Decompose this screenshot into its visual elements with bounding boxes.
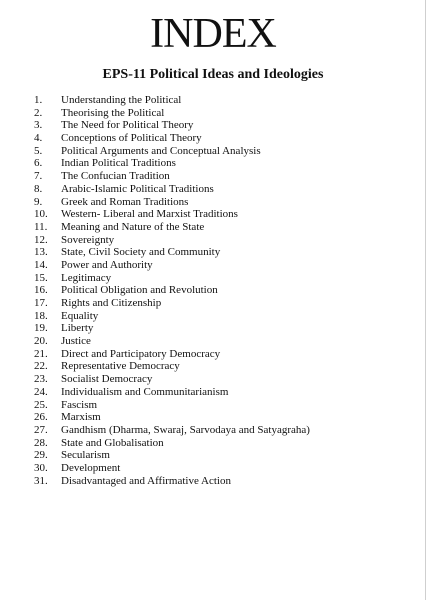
- index-entry: [34, 272, 310, 285]
- index-entry: [34, 183, 310, 196]
- index-list: [34, 94, 310, 487]
- entry-number: 5.: [34, 144, 43, 157]
- entry-number: 11.: [34, 220, 48, 233]
- entry-title: Power and Authority: [61, 258, 153, 271]
- entry-number: 24.: [34, 385, 48, 398]
- entry-title: State and Globalisation: [61, 436, 164, 449]
- entry-title: Meaning and Nature of the State: [61, 220, 205, 233]
- entry-number: 31.: [34, 474, 48, 487]
- index-entry: [34, 94, 310, 107]
- entry-title: Indian Political Traditions: [61, 157, 176, 170]
- index-entry: [34, 348, 310, 361]
- index-entry: [34, 373, 310, 386]
- entry-number: 20.: [34, 335, 48, 348]
- entry-title: Representative Democracy: [61, 360, 180, 373]
- index-entry: [34, 335, 310, 348]
- entry-title: Western- Liberal and Marxist Traditions: [61, 208, 238, 221]
- index-entry: [34, 424, 310, 437]
- index-entry: [34, 132, 310, 145]
- index-entry: [34, 475, 310, 488]
- index-entry: [34, 297, 310, 310]
- index-entry: [34, 411, 310, 424]
- page-title: INDEX: [150, 11, 276, 57]
- entry-number: 28.: [34, 436, 48, 449]
- entry-title: Socialist Democracy: [61, 373, 153, 386]
- entry-number: 16.: [34, 284, 48, 297]
- index-entry: [34, 310, 310, 323]
- entry-number: 3.: [34, 119, 43, 132]
- entry-title: The Need for Political Theory: [61, 119, 194, 132]
- entry-number: 17.: [34, 297, 48, 309]
- entry-number: 15.: [34, 271, 48, 284]
- entry-number: 1.: [34, 94, 43, 106]
- entry-title: State, Civil Society and Community: [61, 246, 221, 259]
- entry-title: Rights and Citizenship: [61, 297, 162, 309]
- index-entry: [34, 246, 310, 259]
- entry-number: 19.: [34, 322, 48, 335]
- index-entry: [34, 157, 310, 170]
- index-entry: [34, 196, 310, 209]
- entry-title: Theorising the Political: [61, 106, 165, 119]
- index-entry: [34, 449, 310, 462]
- entry-title: Equality: [61, 309, 99, 322]
- entry-number: 9.: [34, 195, 43, 208]
- index-entry: [34, 221, 310, 234]
- index-entry: [34, 284, 310, 297]
- entry-number: 21.: [34, 347, 48, 360]
- entry-number: 13.: [34, 246, 48, 259]
- entry-title: Individualism and Communitarianism: [61, 385, 229, 398]
- entry-title: Fascism: [61, 398, 98, 411]
- index-entry: [34, 234, 310, 247]
- entry-number: 22.: [34, 360, 48, 373]
- entry-number: 8.: [34, 182, 43, 195]
- index-entry: [34, 462, 310, 475]
- entry-title: Development: [61, 461, 121, 474]
- entry-number: 23.: [34, 373, 48, 386]
- entry-title: Gandhism (Dharma, Swaraj, Sarvodaya and Satyagraha): [61, 423, 310, 436]
- entry-number: 7.: [34, 170, 43, 183]
- entry-title: Disadvantaged and Affirmative Action: [61, 474, 231, 487]
- entry-number: 29.: [34, 449, 48, 462]
- entry-number: 26.: [34, 411, 48, 424]
- entry-title: Liberty: [61, 322, 94, 335]
- index-entry: [34, 259, 310, 272]
- index-entry: [34, 119, 310, 132]
- entry-title: Legitimacy: [61, 271, 112, 284]
- entry-title: Greek and Roman Traditions: [61, 195, 189, 208]
- entry-title: The Confucian Tradition: [61, 170, 170, 183]
- entry-number: 4.: [34, 132, 43, 145]
- entry-number: 2.: [34, 106, 43, 119]
- index-entry: [34, 107, 310, 120]
- index-entry: [34, 360, 310, 373]
- course-subtitle: EPS-11 Political Ideas and Ideologies: [102, 67, 324, 82]
- entry-number: 6.: [34, 157, 43, 170]
- index-entry: [34, 208, 310, 221]
- index-entry: [34, 145, 310, 158]
- entry-title: Secularism: [61, 449, 110, 462]
- entry-number: 10.: [34, 208, 48, 221]
- entry-title: Political Obligation and Revolution: [61, 284, 218, 297]
- entry-title: Arabic-Islamic Political Traditions: [61, 182, 214, 195]
- entry-number: 27.: [34, 423, 48, 436]
- entry-title: Political Arguments and Conceptual Analysis: [61, 144, 261, 157]
- entry-number: 14.: [34, 258, 48, 271]
- entry-title: Sovereignty: [61, 233, 115, 246]
- entry-title: Direct and Participatory Democracy: [61, 347, 221, 360]
- index-entry: [34, 322, 310, 335]
- index-entry: [34, 170, 310, 183]
- index-entry: [34, 399, 310, 412]
- entry-title: Justice: [61, 335, 91, 348]
- index-entry: [34, 386, 310, 399]
- entry-title: Understanding the Political: [61, 94, 182, 106]
- entry-number: 12.: [34, 233, 48, 246]
- entry-number: 25.: [34, 398, 48, 411]
- entry-title: Marxism: [61, 411, 101, 424]
- entry-number: 30.: [34, 461, 48, 474]
- entry-title: Conceptions of Political Theory: [61, 132, 202, 145]
- entry-number: 18.: [34, 309, 48, 322]
- index-entry: [34, 437, 310, 450]
